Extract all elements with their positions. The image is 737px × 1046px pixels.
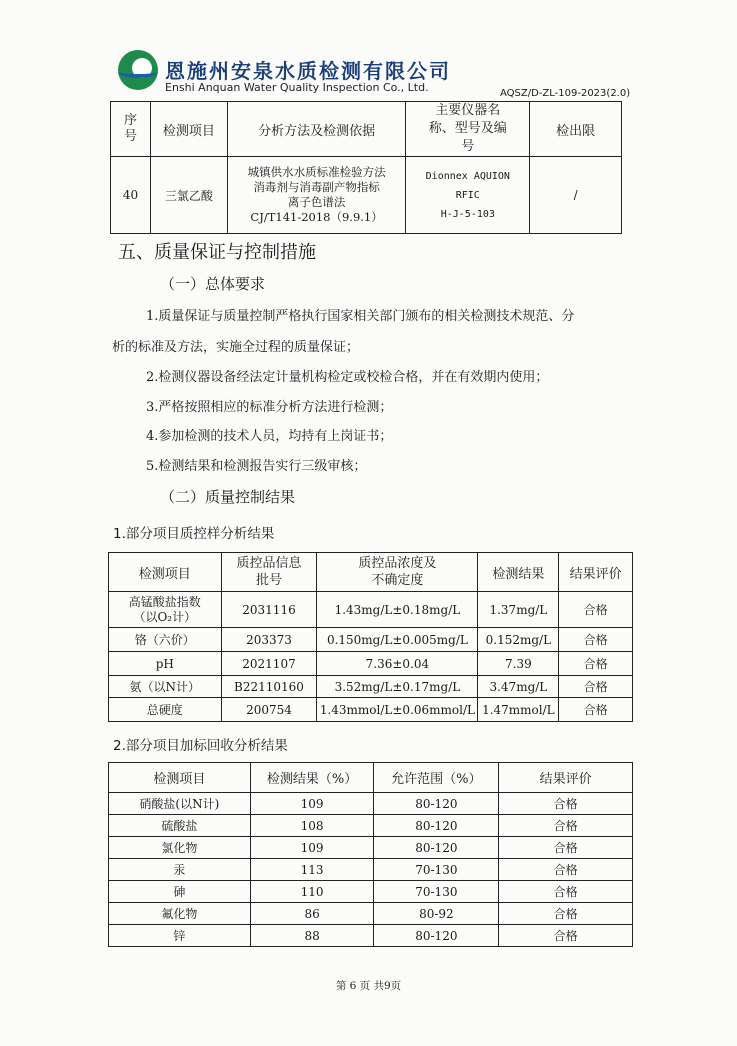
table-cell: 合格: [499, 815, 633, 837]
table-cell: 113: [250, 859, 374, 881]
table-cell: 2031116: [221, 592, 317, 628]
table-cell: 合格: [499, 837, 633, 859]
recovery-table: [108, 762, 633, 947]
document-number: AQSZ/D-ZL-109-2023(2.0): [500, 88, 631, 99]
table-cell: 氯化物: [109, 837, 251, 859]
instrument-line: H-J-5-103: [440, 208, 495, 220]
table-row: [109, 652, 633, 676]
table-cell: 80-120: [374, 925, 499, 947]
recovery-table-title: 2.部分项目加标回收分析结果: [113, 738, 288, 754]
method-line: CJ/T141-2018（9.9.1）: [250, 210, 383, 224]
table-cell: 109: [250, 793, 374, 815]
requirement-item: 5.检测结果和检测报告实行三级审核；: [146, 459, 367, 474]
table-row: [109, 925, 633, 947]
row-number: 40: [111, 157, 151, 234]
table-cell: 1.37mg/L: [478, 592, 559, 628]
table-row: [109, 698, 633, 722]
instrument-line: RFIC: [455, 189, 480, 201]
table-cell: 1.47mmol/L: [478, 698, 559, 722]
table-cell: 200754: [221, 698, 317, 722]
instrument: [406, 157, 530, 234]
subsection-title: （二）质量控制结果: [160, 488, 296, 506]
table-cell: 汞: [109, 859, 251, 881]
table-cell: 0.152mg/L: [478, 628, 559, 652]
header-cell: 序号: [111, 102, 151, 157]
table-cell: 硫酸盐: [109, 815, 251, 837]
table-row: [109, 881, 633, 903]
company-name-cn: 恩施州安泉水质检测有限公司: [165, 59, 451, 83]
table-cell: 3.52mg/L±0.17mg/L: [317, 676, 478, 698]
page-number: 第 6 页 共9页: [335, 980, 402, 992]
method-line: 消毒剂与消毒副产物指标: [253, 180, 380, 194]
header-cell: 允许范围（%）: [374, 763, 499, 793]
header-cell: 结果评价: [499, 763, 633, 793]
table-row: [109, 793, 633, 815]
detection-limit: /: [530, 157, 622, 234]
header-cell: 质控品信息批号: [221, 553, 317, 592]
table-cell: 108: [250, 815, 374, 837]
table-cell: 合格: [559, 652, 633, 676]
requirement-item: 3.严格按照相应的标准分析方法进行检测；: [146, 400, 393, 415]
instrument-line: Dionnex AQUION: [425, 170, 510, 182]
company-name-en: Enshi Anquan Water Quality Inspection Co., Ltd.: [165, 81, 429, 94]
table-row: [109, 628, 633, 652]
header-cell: 检测结果（%）: [250, 763, 374, 793]
table-cell: 70-130: [374, 859, 499, 881]
table-cell: 203373: [221, 628, 317, 652]
table-cell: 铬（六价）: [109, 628, 222, 652]
table-cell: 7.39: [478, 652, 559, 676]
table-cell: 氨（以N计）: [109, 676, 222, 698]
table-row: [109, 815, 633, 837]
header-cell: 检测项目: [109, 763, 251, 793]
table-cell: 88: [250, 925, 374, 947]
table-row: [109, 859, 633, 881]
table-cell: 70-130: [374, 881, 499, 903]
section-title: 五、质量保证与控制措施: [118, 242, 316, 263]
header-cell: 分析方法及检测依据: [227, 102, 406, 157]
logo-wave: [118, 66, 158, 78]
table-cell: 合格: [559, 628, 633, 652]
method-basis: [227, 157, 406, 234]
table-cell: 锌: [109, 925, 251, 947]
header-cell: 质控品浓度及不确定度: [317, 553, 478, 592]
table-row: [109, 903, 633, 925]
table-cell: 合格: [499, 903, 633, 925]
qc-table: [108, 552, 633, 722]
table-cell: 氟化物: [109, 903, 251, 925]
table-cell: B22110160: [221, 676, 317, 698]
requirement-item: 1.质量保证与质量控制严格执行国家相关部门颁布的相关检测技术规范、分: [146, 309, 575, 324]
table-cell: 3.47mg/L: [478, 676, 559, 698]
table-cell: 合格: [499, 793, 633, 815]
header-cell: 结果评价: [559, 553, 633, 592]
table-cell: 合格: [559, 698, 633, 722]
table-cell: 2021107: [221, 652, 317, 676]
test-item: 三氯乙酸: [150, 157, 227, 234]
header-cell: 检出限: [530, 102, 622, 157]
table-cell: 80-120: [374, 793, 499, 815]
table-cell: 合格: [499, 859, 633, 881]
requirement-item: 2.检测仪器设备经法定计量机构检定或校检合格，并在有效期内使用；: [146, 370, 549, 385]
method-line: 离子色谱法: [287, 195, 346, 209]
table-cell: 0.150mg/L±0.005mg/L: [317, 628, 478, 652]
qc-table-title: 1.部分项目质控样分析结果: [113, 526, 275, 542]
table-row: [109, 592, 633, 628]
header-cell: 主要仪器名称、型号及编号: [406, 102, 530, 157]
table-cell: 86: [250, 903, 374, 925]
table-row: [109, 676, 633, 698]
table-cell: 110: [250, 881, 374, 903]
table-cell: 高锰酸盐指数（以O₂计）: [109, 592, 222, 628]
table-cell: 7.36±0.04: [317, 652, 478, 676]
table-cell: 1.43mg/L±0.18mg/L: [317, 592, 478, 628]
methods-table: [110, 101, 622, 234]
requirement-item: 4.参加检测的技术人员，均持有上岗证书；: [146, 429, 393, 444]
requirement-item: 析的标准及方法，实施全过程的质量保证；: [112, 340, 360, 355]
table-cell: 总硬度: [109, 698, 222, 722]
header-cell: 检测结果: [478, 553, 559, 592]
method-line: 城镇供水水质标准检验方法: [247, 165, 386, 179]
table-cell: 硝酸盐(以N计): [109, 793, 251, 815]
subsection-title: （一）总体要求: [160, 275, 266, 293]
header-cell: 检测项目: [109, 553, 222, 592]
table-cell: 80-92: [374, 903, 499, 925]
table-row: [111, 157, 622, 234]
table-row: [109, 837, 633, 859]
table-header-row: [109, 553, 633, 592]
header-cell: 检测项目: [150, 102, 227, 157]
table-cell: 合格: [499, 925, 633, 947]
table-header-row: [111, 102, 622, 157]
table-header-row: [109, 763, 633, 793]
table-cell: 合格: [559, 592, 633, 628]
table-cell: 1.43mmol/L±0.06mmol/L: [317, 698, 478, 722]
table-cell: 合格: [559, 676, 633, 698]
table-cell: 合格: [499, 881, 633, 903]
table-cell: 80-120: [374, 815, 499, 837]
table-cell: 80-120: [374, 837, 499, 859]
table-cell: 砷: [109, 881, 251, 903]
table-cell: pH: [109, 652, 222, 676]
table-cell: 109: [250, 837, 374, 859]
